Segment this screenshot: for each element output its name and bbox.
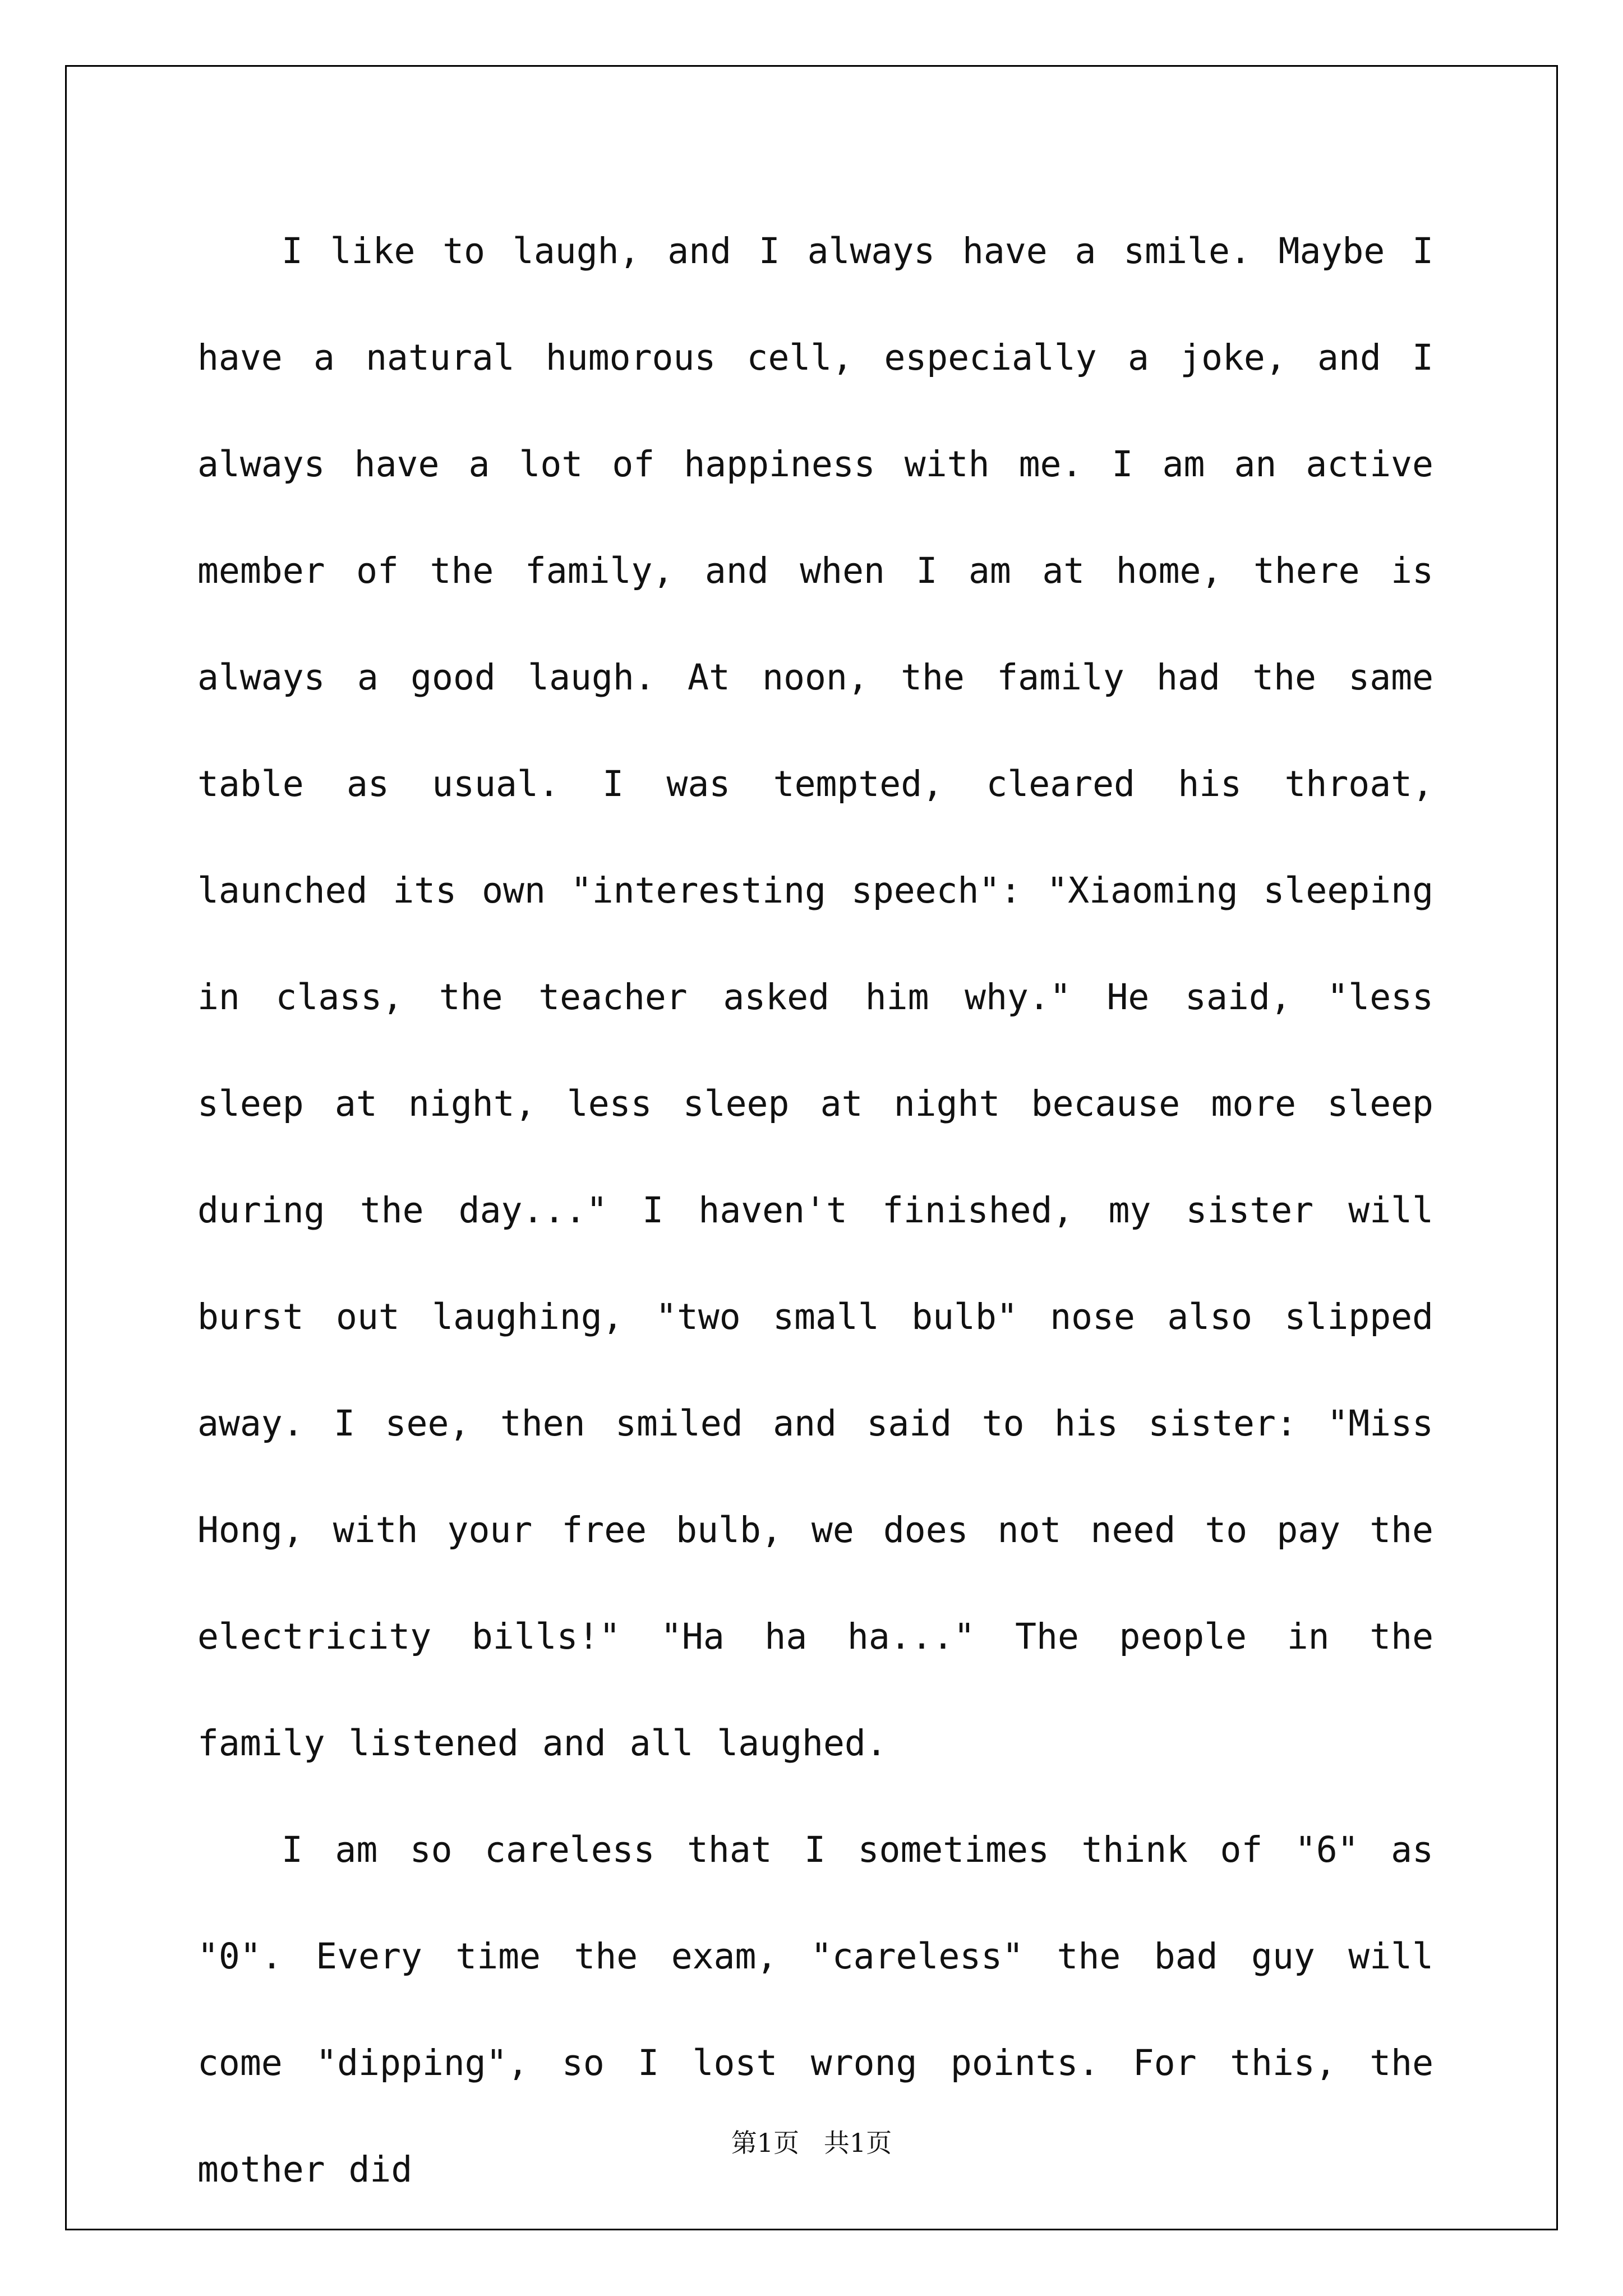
document-body <box>197 198 1433 2223</box>
page-number-footer: 第1页 共1页 <box>731 2128 892 2158</box>
paragraph-2: I am so careless that I sometimes think of "6" as "0". Every time the exam, "careless" the bad guy will come "dipping", so I lost wrong points. For this, the mother did <box>197 1829 1433 2190</box>
paragraph-1: I like to laugh, and I always have a smile. Maybe I have a natural humorous cell, especially a joke, and I always have a lot of happiness with me. I am an active member of the family, and when I am at home, there is always a good laugh. At noon, the family had the same table as usual. I was tempted, cleared his throat, launched its own "interesting speech": "Xiaoming sleeping in class, the teacher asked him why." He said, "less sleep at night, less sleep at night because more sleep during the day..." I haven't finished, my sister will burst out laughing, "two small bulb" nose also slipped away. I see, then smiled and said to his sister: "Miss Hong, with your free bulb, we does not need to pay the electricity bills!" "Ha ha ha..." The people in the family listened and all laughed. <box>197 231 1433 1764</box>
